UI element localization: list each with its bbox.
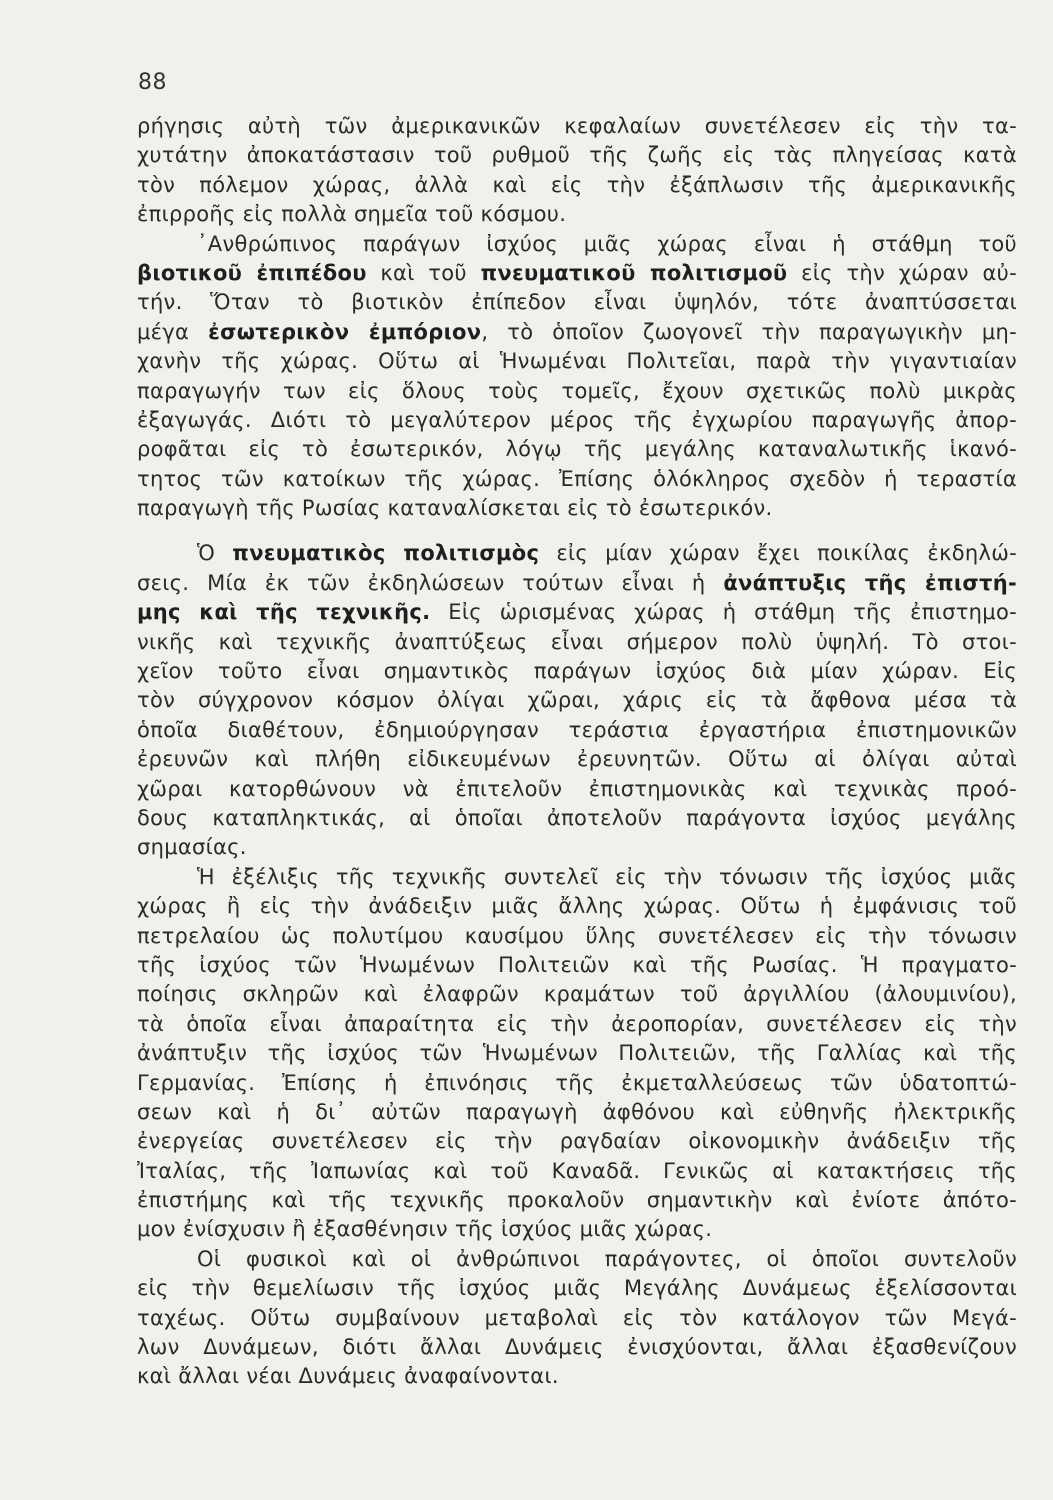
- text-line: Γερμανίας. Ἐπίσης ἡ ἐπινόησις τῆς ἐκμεταλλεύσεως τῶν ὑδατοπτώ-: [137, 1070, 1017, 1095]
- text-line: ταχέως. Οὕτω συμβαίνουν μεταβολαὶ εἰς τὸν κατάλογον τῶν Μεγά-: [137, 1305, 1017, 1330]
- text-line: μον ἐνίσχυσιν ἢ ἐξασθένησιν τῆς ἰσχύος μιᾶς χώρας.: [137, 1217, 713, 1242]
- text-line: τῆς ἰσχύος τῶν Ἡνωμένων Πολιτειῶν καὶ τῆς Ρωσίας. Ἡ πραγματο-: [137, 952, 1017, 977]
- text-line: ἐπιστήμης καὶ τῆς τεχνικῆς προκαλοῦν σημαντικὴν καὶ ἐνίοτε ἀπότο-: [137, 1188, 1017, 1213]
- text-line: τὸν πόλεμον χώρας, ἀλλὰ καὶ εἰς τὴν ἐξάπλωσιν τῆς ἀμερικανικῆς: [137, 172, 1017, 197]
- text-line: μέγα ἐσωτερικὸν ἐμπόριον, τὸ ὁποῖον ζωογονεῖ τὴν παραγωγικὴν μη-: [137, 319, 1017, 344]
- text-line: βιοτικοῦ ἐπιπέδου καὶ τοῦ πνευματικοῦ πολιτισμοῦ εἰς τὴν χώραν αὐ-: [137, 260, 1017, 285]
- text-line: χώρας ἢ εἰς τὴν ἀνάδειξιν μιᾶς ἄλλης χώρας. Οὕτω ἡ ἐμφάνισις τοῦ: [137, 894, 1017, 919]
- text-line: Ἰταλίας, τῆς Ἰαπωνίας καὶ τοῦ Καναδᾶ. Γενικῶς αἱ κατακτήσεις τῆς: [137, 1158, 1017, 1183]
- text-line: ποίησις σκληρῶν καὶ ἐλαφρῶν κραμάτων τοῦ ἀργιλλίου (ἀλουμινίου),: [137, 982, 1017, 1007]
- text-line: νικῆς καὶ τεχνικῆς ἀναπτύξεως εἶναι σήμερον πολὺ ὑψηλή. Τὸ στοι-: [137, 629, 1017, 654]
- text-line: Ἡ ἐξέλιξις τῆς τεχνικῆς συντελεῖ εἰς τὴν τόνωσιν τῆς ἰσχύος μιᾶς: [197, 864, 1017, 889]
- text-line: χεῖον τοῦτο εἶναι σημαντικὸς παράγων ἰσχύος διὰ μίαν χώραν. Εἰς: [137, 659, 1017, 684]
- text-line: ρήγησις αὐτὴ τῶν ἀμερικανικῶν κεφαλαίων συνετέλεσεν εἰς τὴν τα-: [137, 114, 1017, 138]
- text-line: τητος τῶν κατοίκων τῆς χώρας. Ἐπίσης ὁλόκληρος σχεδὸν ἡ τεραστία: [137, 466, 1017, 491]
- text-line: ᾿Ανθρώπινος παράγων ἰσχύος μιᾶς χώρας εἶναι ἡ στάθμη τοῦ: [197, 231, 1017, 256]
- text-line: δους καταπληκτικάς, αἱ ὁποῖαι ἀποτελοῦν παράγοντα ἰσχύος μεγάλης: [137, 805, 1017, 830]
- text-line: Ὁ πνευματικὸς πολιτισμὸς εἰς μίαν χώραν ἔχει ποικίλας ἐκδηλώ-: [197, 541, 1017, 566]
- text-line: ἀνάπτυξιν τῆς ἰσχύος τῶν Ἡνωμένων Πολιτειῶν, τῆς Γαλλίας καὶ τῆς: [137, 1041, 1017, 1066]
- text-line: σεις. Μία ἐκ τῶν ἐκδηλώσεων τούτων εἶναι ἡ ἀνάπτυξις τῆς ἐπιστή-: [137, 570, 1017, 595]
- text-line: μης καὶ τῆς τεχνικῆς. Εἰς ὡρισμένας χώρας ἡ στάθμη τῆς ἐπιστημο-: [137, 600, 1017, 625]
- page-number: 88: [138, 70, 167, 95]
- text-line: παραγωγὴ τῆς Ρωσίας καταναλίσκεται εἰς τὸ ἐσωτερικόν.: [137, 496, 773, 521]
- text-line: ἐπιρροῆς εἰς πολλὰ σημεῖα τοῦ κόσμου.: [137, 202, 567, 227]
- text-line: χανὴν τῆς χώρας. Οὕτω αἱ Ἡνωμέναι Πολιτεῖαι, παρὰ τὴν γιγαντιαίαν: [137, 349, 1017, 374]
- text-line: τήν. Ὅταν τὸ βιοτικὸν ἐπίπεδον εἶναι ὑψηλόν, τότε ἀναπτύσσεται: [137, 290, 1017, 315]
- text-line: σεων καὶ ἡ δι᾽ αὐτῶν παραγωγὴ ἀφθόνου καὶ εὐθηνῆς ἠλεκτρικῆς: [137, 1099, 1017, 1124]
- text-line: χῶραι κατορθώνουν νὰ ἐπιτελοῦν ἐπιστημονικὰς καὶ τεχνικὰς προό-: [137, 776, 1017, 801]
- text-line: τὰ ὁποῖα εἶναι ἀπαραίτητα εἰς τὴν ἀεροπορίαν, συνετέλεσεν εἰς τὴν: [137, 1011, 1017, 1036]
- text-line: ὁποῖα διαθέτουν, ἐδημιούργησαν τεράστια ἐργαστήρια ἐπιστημονικῶν: [137, 717, 1017, 742]
- text-line: παραγωγήν των εἰς ὅλους τοὺς τομεῖς, ἔχουν σχετικῶς πολὺ μικρὰς: [137, 378, 1017, 403]
- text-line: Οἱ φυσικοὶ καὶ οἱ ἀνθρώπινοι παράγοντες, οἱ ὁποῖοι συντελοῦν: [197, 1246, 1017, 1271]
- text-line: ἐρευνῶν καὶ πλήθη εἰδικευμένων ἐρευνητῶν. Οὕτω αἱ ὀλίγαι αὐταὶ: [137, 747, 1017, 772]
- body-text: [137, 112, 1017, 1392]
- text-line: πετρελαίου ὡς πολυτίμου καυσίμου ὕλης συνετέλεσεν εἰς τὴν τόνωσιν: [137, 923, 1017, 948]
- text-line: τὸν σύγχρονον κόσμον ὀλίγαι χῶραι, χάρις εἰς τὰ ἄφθονα μέσα τὰ: [137, 688, 1017, 713]
- text-line: ροφᾶται εἰς τὸ ἐσωτερικόν, λόγῳ τῆς μεγάλης καταναλωτικῆς ἱκανό-: [137, 437, 1017, 462]
- text-line: εἰς τὴν θεμελίωσιν τῆς ἰσχύος μιᾶς Μεγάλης Δυνάμεως ἐξελίσσονται: [137, 1276, 1017, 1301]
- text-line: ἐξαγωγάς. Διότι τὸ μεγαλύτερον μέρος τῆς ἐγχωρίου παραγωγῆς ἀπορ-: [137, 407, 1017, 432]
- text-line: καὶ ἄλλαι νέαι Δυνάμεις ἀναφαίνονται.: [137, 1364, 559, 1389]
- text-line: λων Δυνάμεων, διότι ἄλλαι Δυνάμεις ἐνισχύονται, ἄλλαι ἐξασθενίζουν: [137, 1335, 1017, 1360]
- text-line: ἐνεργείας συνετέλεσεν εἰς τὴν ραγδαίαν οἰκονομικὴν ἀνάδειξιν τῆς: [137, 1129, 1017, 1154]
- text-line: χυτάτην ἀποκατάστασιν τοῦ ρυθμοῦ τῆς ζωῆς εἰς τὰς πληγείσας κατὰ: [137, 143, 1017, 168]
- text-line: σημασίας.: [137, 835, 247, 860]
